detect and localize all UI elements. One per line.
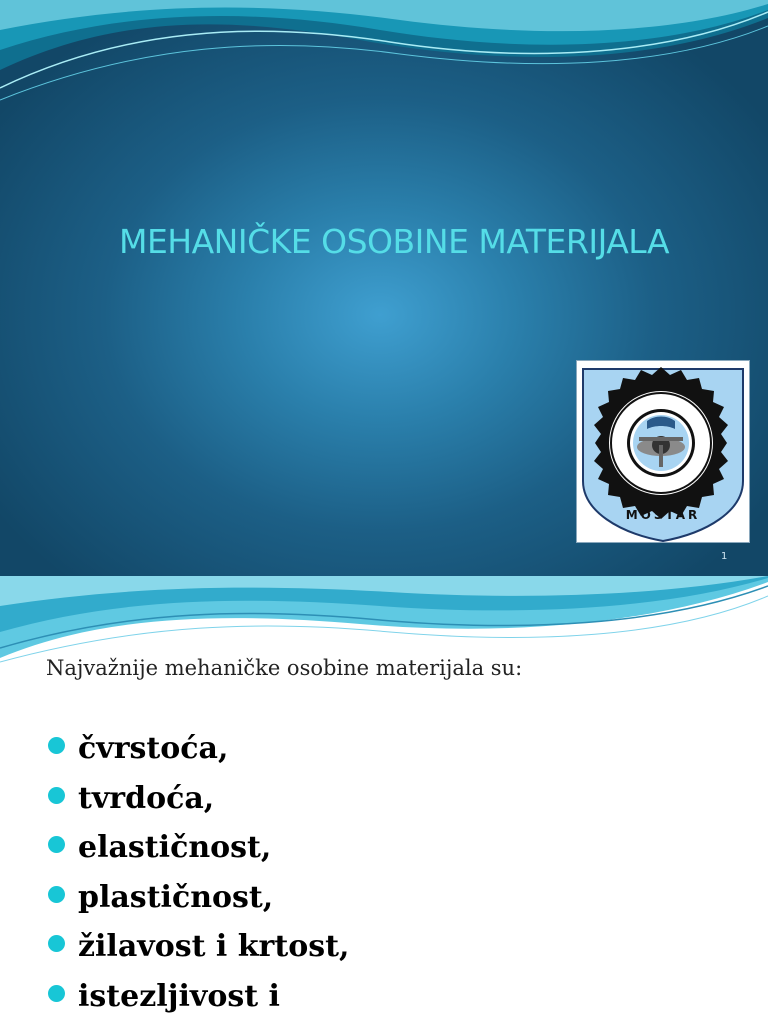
properties-list bbox=[48, 724, 349, 1021]
list-item bbox=[48, 724, 349, 774]
school-logo-emblem bbox=[577, 361, 749, 542]
bullet-dot-icon bbox=[48, 737, 65, 754]
list-item bbox=[48, 972, 349, 1022]
top-wave-decoration bbox=[0, 0, 768, 110]
list-item-text: istezljivost i bbox=[78, 978, 280, 1014]
content-slide bbox=[0, 576, 768, 1024]
list-item bbox=[48, 823, 349, 873]
list-item bbox=[48, 873, 349, 923]
page-number: 1 bbox=[721, 551, 728, 562]
bullet-dot-icon bbox=[48, 985, 65, 1002]
list-item bbox=[48, 774, 349, 824]
intro-text: Najvažnije mehaničke osobine materijala su: bbox=[46, 656, 523, 680]
list-item-text: čvrstoća, bbox=[78, 731, 229, 766]
bullet-dot-icon bbox=[48, 836, 65, 853]
list-item-text: plastičnost, bbox=[78, 879, 274, 915]
bullet-dot-icon bbox=[48, 935, 65, 952]
list-item-text: elastičnost, bbox=[78, 830, 272, 865]
school-logo bbox=[576, 360, 750, 543]
logo-text: MOSTAR bbox=[625, 508, 701, 522]
top-wave-decoration-2 bbox=[0, 576, 768, 666]
list-item bbox=[48, 922, 349, 972]
list-item-text: tvrdoća, bbox=[78, 780, 215, 816]
bullet-dot-icon bbox=[48, 787, 65, 804]
list-item-text: žilavost i krtost, bbox=[78, 929, 350, 964]
slide-title: MEHANIČKE OSOBINE MATERIJALA bbox=[118, 222, 670, 261]
bullet-dot-icon bbox=[48, 886, 65, 903]
